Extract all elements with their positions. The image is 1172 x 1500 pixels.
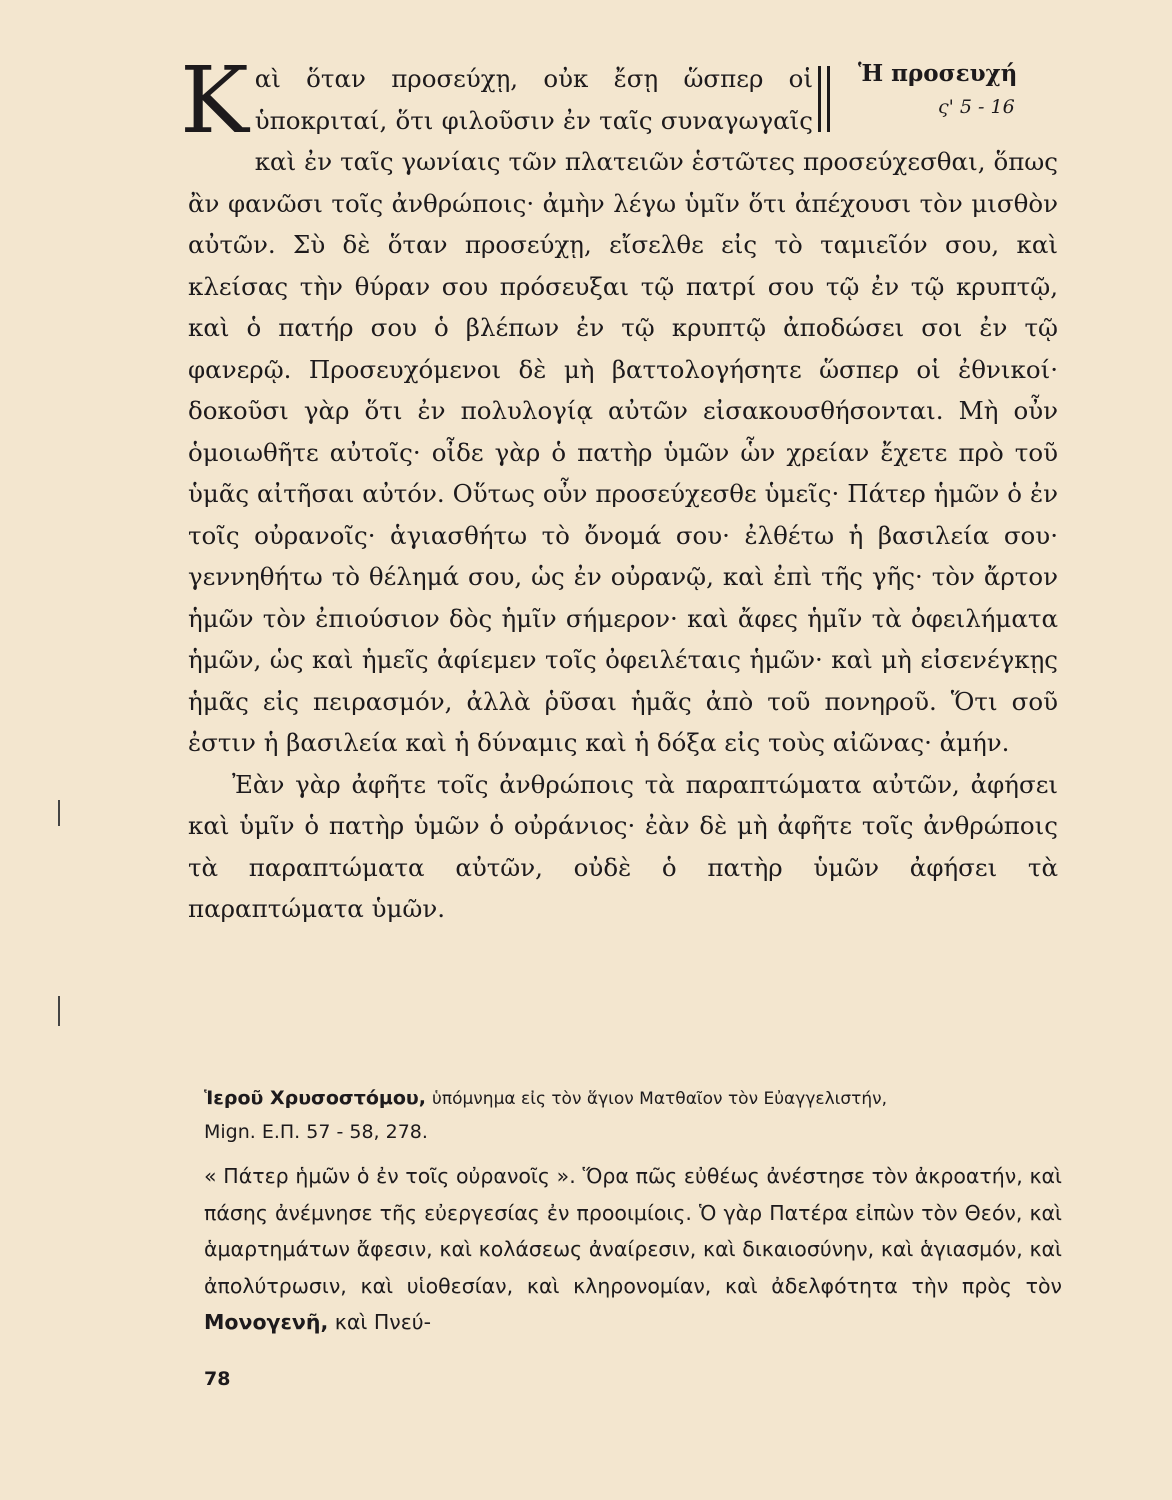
commentary-text-end: καὶ Πνεύ- — [334, 1310, 432, 1334]
scripture-paragraph-1-text: αὶ ὅταν προσεύχῃ, οὐκ ἔσῃ ὥσπερ οἱ ὑποκριταί, ὅτι φιλοῦσιν ἐν ταῖς συναγωγαῖς καὶ ἐν ταῖς γωνίαις τῶν πλατειῶν ἑστῶτες προσεύχεσθαι, ὅπως ἂν φανῶσι τοῖς ἀνθρώποις· ἀμὴν λέγω ὑμῖν ὅτι ἀπέχουσι τὸν μισθὸν αὐτῶν. Σὺ δὲ ὅταν προσεύχῃ, εἴσελθε εἰς τὸ ταμιεῖόν σου, καὶ κλείσας τὴν θύραν σου πρόσευξαι τῷ πατρί σου τῷ ἐν τῷ κρυπτῷ, καὶ ὁ πατήρ σου ὁ βλέπων ἐν τῷ κρυπτῷ ἀποδώσει σοι ἐν τῷ φανερῷ. Προσευχόμενοι δὲ μὴ βαττολογήσητε ὥσπερ οἱ ἐθνικοί· δοκοῦσι γὰρ ὅτι ἐν πολυλογίᾳ αὐτῶν εἰσακουσθήσονται. Μὴ οὖν ὁμοιωθῆτε αὐτοῖς· οἶδε γὰρ ὁ πατὴρ ὑμῶν ὧν χρείαν ἔχετε πρὸ τοῦ ὑμᾶς αἰτῆσαι αὐτόν. Οὕτως οὖν προσεύχεσθε ὑμεῖς· Πάτερ ἡμῶν ὁ ἐν τοῖς οὐρανοῖς· ἁγιασθήτω τὸ ὄνομά σου· ἐλθέτω ἡ βασιλεία σου· γεννηθήτω τὸ θέλημά σου, ὡς ἐν οὐρανῷ, καὶ ἐπὶ τῆς γῆς· τὸν ἄρτον ἡμῶν τὸν ἐπιούσιον δὸς ἡμῖν σήμερον· καὶ ἄφες ἡμῖν τὰ ὀφειλήματα ἡμῶν, ὡς καὶ ἡμεῖς ἀφίεμεν τοῖς ὀφειλέταις ἡμῶν· καὶ μὴ εἰσενέγκῃς ἡμᾶς εἰς πειρασμόν, ἀλλὰ ῥῦσαι ἡμᾶς ἀπὸ τοῦ πονηροῦ. Ὅτι σοῦ ἐστιν ἡ βασιλεία καὶ ἡ δύναμις καὶ ἡ δόξα εἰς τοὺς αἰῶνας· ἀμήν. — [188, 64, 1058, 757]
scripture-paragraph-2: Ἐὰν γὰρ ἀφῆτε τοῖς ἀνθρώποις τὰ παραπτώματα αὐτῶν, ἀφήσει καὶ ὑμῖν ὁ πατὴρ ὑμῶν ὁ οὐράνιος· ἐὰν δὲ μὴ ἀφῆτε τοῖς ἀνθρώποις τὰ παραπτώματα αὐτῶν, οὐδὲ ὁ πατὴρ ὑμῶν ἀφήσει τὰ παραπτώματα ὑμῶν. — [188, 769, 1058, 923]
section-title: Ἡ προσευχή — [858, 60, 1018, 87]
scripture-paragraph-1 — [180, 47, 1058, 764]
section-reference: ς' 5 - 16 — [938, 96, 1015, 118]
attribution-author: Ἱεροῦ Χρυσοστόμου, — [204, 1087, 426, 1109]
page-number: 78 — [204, 1368, 231, 1390]
attribution-work: ὑπόμνημα εἰς τὸν ἅγιον Ματθαῖον τὸν Εὐαγγελιστήν, — [432, 1089, 888, 1109]
commentary-text: « Πάτερ ἡμῶν ὁ ἐν τοῖς οὐρανοῖς ». Ὅρα πῶς εὐθέως ἀνέστησε τὸν ἀκροατήν, καὶ πάσης ἀνέμνησε τῆς εὐεργεσίας ἐν προοιμίοις. Ὁ γὰρ Πατέρα εἰπὼν τὸν Θεόν, καὶ ἁμαρτημάτων ἄφεσιν, καὶ κολάσεως ἀναίρεσιν, καὶ δικαιοσύνην, καὶ ἁγιασμόν, καὶ ἀπολύτρωσιν, καὶ υἱοθεσίαν, καὶ κληρονομίαν, καὶ ἀδελφότητα τὴν πρὸς τὸν — [204, 1164, 1062, 1298]
scripture-text — [180, 47, 1058, 930]
drop-cap: Κ — [180, 47, 249, 154]
margin-mark — [58, 996, 60, 1026]
margin-mark — [58, 800, 60, 826]
commentary-paragraph — [204, 1158, 1062, 1341]
source-attribution — [204, 1082, 1060, 1149]
margin-note-space — [813, 58, 1058, 140]
attribution-source: Mign. Ε.Π. 57 - 58, 278. — [204, 1121, 428, 1143]
commentary-bold-word: Μονογενῆ, — [204, 1310, 329, 1334]
